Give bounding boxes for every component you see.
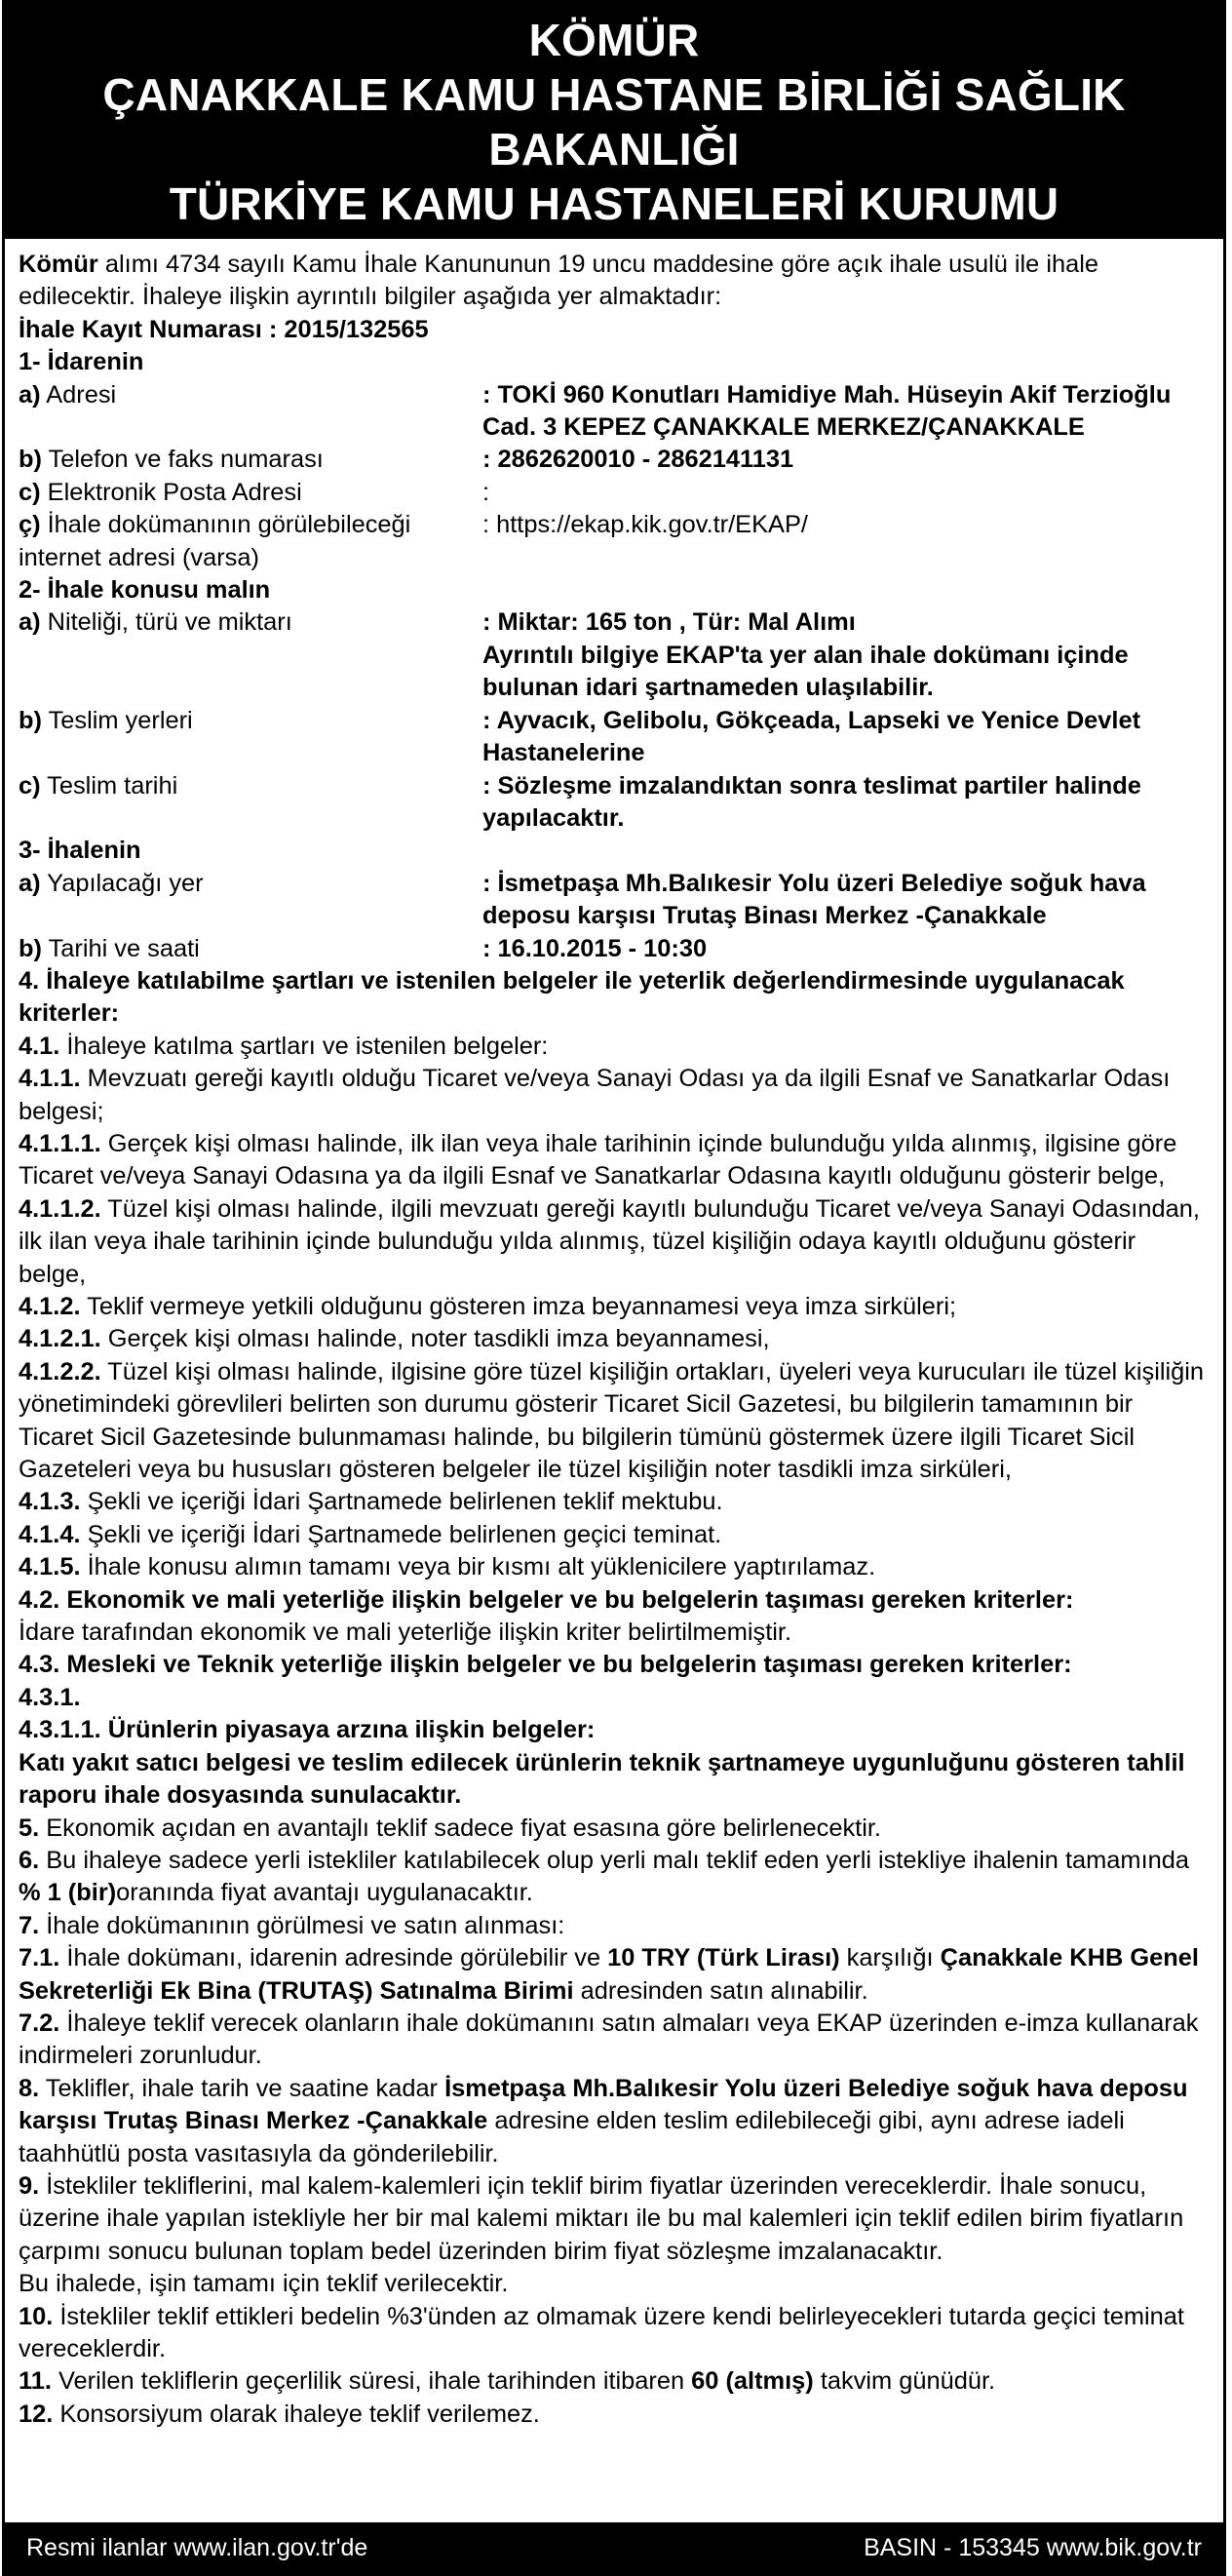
row-value: : TOKİ 960 Konutları Hamidiye Mah. Hüseyin Akif Terzioğlu Cad. 3 KEPEZ ÇANAKKALE MERKEZ/ÇANAKKALE: [482, 380, 1172, 442]
row-key: b): [19, 706, 42, 734]
row-value: : Sözleşme imzalandıktan sonra teslimat partiler halinde yapılacaktır.: [482, 771, 1141, 832]
tender-registration-number: İhale Kayıt Numarası : 2015/132565: [19, 315, 429, 343]
clause-emphasis: % 1 (bir): [19, 1879, 117, 1907]
row-value-line: : Miktar: 165 ton , Tür: Mal Alımı: [482, 608, 856, 637]
clause: [19, 1193, 1210, 1291]
clause-text: İhale konusu alımın tamamı veya bir kısmı alt yüklenicilere yaptırılamaz.: [80, 1553, 876, 1581]
clause-number: 9.: [19, 2171, 40, 2200]
announcement-body: [5, 239, 1223, 2431]
clause-number: 4.1.2.2.: [19, 1357, 101, 1386]
clause-number: 11.: [19, 2367, 52, 2396]
clause-text: adresinden satın alınabilir.: [573, 1976, 868, 2005]
clause-number: 4.1.3.: [19, 1488, 81, 1516]
row-key: c): [19, 771, 41, 800]
clause-number: 12.: [19, 2400, 54, 2428]
clause-number: 4.1.4.: [19, 1520, 81, 1548]
clause-6: [19, 1845, 1210, 1910]
clause-text: Ekonomik açıdan en avantajlı teklif sadece fiyat esasına göre belirlenecektir.: [39, 1814, 881, 1842]
clause-emphasis: 60 (altmış): [691, 2367, 814, 2396]
clause-text: İhaleye teklif verecek olanların ihale dokümanını satın almaları veya EKAP üzerinden e-imza kullanarak indirmeleri zorunludur.: [19, 2009, 1199, 2070]
clause-text: oranında fiyat avantajı uygulanacaktır.: [116, 1879, 533, 1907]
ihalenin-row: [19, 933, 1210, 965]
row-value: :: [482, 478, 490, 506]
clause-4-2-text: İdare tarafından ekonomik ve mali yeterliğe ilişkin kriter belirtilmemiştir.: [19, 1619, 792, 1647]
row-value: [482, 606, 1210, 704]
clause-text: Tüzel kişi olması halinde, ilgili mevzuatı gereği kayıtlı bulunduğu Ticaret ve/veya Sanayi Odasından, ilk ilan veya ihale tarihinin içinde bulunduğu yılda alınmış, tüzel kişiliğin odaya kayıtlı olduğunu gösterir belge,: [19, 1194, 1200, 1288]
header-agency: TÜRKİYE KAMU HASTANELERİ KURUMU: [169, 178, 1059, 229]
row-label: Telefon ve faks numarası: [41, 446, 324, 474]
clause-text: Mevzuatı gereği kayıtlı olduğu Ticaret ve/veya Sanayi Odası ya da ilgili Esnaf ve Sanatkarlar Odası belgesi;: [19, 1065, 1171, 1125]
row-value: : İsmetpaşa Mh.Balıkesir Yolu üzeri Belediye soğuk hava deposu karşısı Trutaş Binası Merkez -Çanakkale: [482, 869, 1146, 930]
clause-emphasis: Çanakkale KHB Genel Sekreterliği Ek Bina (TRUTAŞ) Satınalma Birimi: [19, 1944, 1199, 2005]
clause-11: [19, 2365, 1210, 2398]
clause-number: 4.1.1.1.: [19, 1129, 101, 1157]
row-value: : 16.10.2015 - 10:30: [482, 934, 708, 962]
row-key: a): [19, 608, 41, 637]
section-1-heading: 1- İdarenin: [19, 348, 144, 376]
mal-row: [19, 606, 1210, 704]
clause-7: [19, 1910, 1210, 1942]
idare-row: [19, 509, 1210, 574]
row-value: : https://ekap.kik.gov.tr/EKAP/: [482, 511, 808, 539]
row-label: Niteliği, türü ve miktarı: [40, 608, 292, 637]
announcement-header: [5, 3, 1223, 239]
idare-row: [19, 379, 1210, 445]
mal-row: [19, 705, 1210, 770]
clause: [19, 1291, 1210, 1323]
clause-text: Gerçek kişi olması halinde, noter tasdikli imza beyannamesi,: [100, 1325, 770, 1353]
clause-text: adresine elden teslim edilebileceği gibi, aynı adrese iadeli taahhütlü posta vasıtasıyla da gönderilebilir.: [19, 2107, 1125, 2167]
clause-number: 4.1.2.1.: [19, 1325, 101, 1353]
clause-text: İhaleye katılma şartları ve istenilen belgeler:: [59, 1032, 549, 1060]
clause-number: 4.1.1.2.: [19, 1194, 101, 1223]
row-label: Teslim yerleri: [41, 706, 193, 734]
intro-text: alımı 4734 sayılı Kamu İhale Kanununun 19 uncu maddesine göre açık ihale usulü ile ihale edilecektir. İhaleye ilişkin ayrıntılı bilgiler aşağıda yer almaktadır:: [19, 251, 1098, 311]
row-key: a): [19, 380, 41, 409]
row-key: b): [19, 934, 42, 962]
row-label: Yapılacağı yer: [40, 869, 204, 897]
clause-text: Teklifler, ihale tarih ve saatine kadar: [39, 2074, 445, 2102]
clause-4-2-heading: 4.2. Ekonomik ve mali yeterliğe ilişkin belgeler ve bu belgelerin taşıması gereken kriterler:: [19, 1585, 1074, 1614]
clause-text: İstekliler teklif ettikleri bedelin %3'ünden az olmamak üzere kendi belirleyecekleri tutarda geçici teminat vereceklerdir.: [19, 2302, 1184, 2362]
clause-number: 10.: [19, 2302, 54, 2330]
clause: [19, 1356, 1210, 1487]
clause-number: 8.: [19, 2074, 40, 2102]
clause-text: Teklif vermeye yetkili olduğunu gösteren imza beyannamesi veya imza sirküleri;: [80, 1293, 957, 1320]
intro-lead: Kömür: [19, 251, 98, 278]
clause-text: Verilen tekliflerin geçerlilik süresi, ihale tarihinden itibaren: [51, 2367, 692, 2396]
row-key: b): [19, 446, 42, 474]
clause-4-3-heading: 4.3. Mesleki ve Teknik yeterliğe ilişkin belgeler ve bu belgelerin taşıması gereken kriterler:: [19, 1651, 1072, 1679]
clause: [19, 1031, 1210, 1063]
row-label: Teslim tarihi: [40, 771, 178, 800]
footer-official-ads-link[interactable]: Resmi ilanlar www.ilan.gov.tr'de: [26, 2533, 368, 2561]
clause-number: 6.: [19, 1846, 40, 1874]
intro-paragraph: [19, 249, 1210, 314]
announcement-frame: [2, 0, 1226, 2576]
clause-text: İstekliler tekliflerini, mal kalem-kalemleri için teklif birim fiyatlar üzerinden vereceklerdir. İhale sonucu, üzerine ihale yapılan istekliyle her bir mal kalemi miktarı ile bu mal kalemleri için teklif edilen birim fiyatların çarpımı sonucu bulunan toplam bedel üzerinden birim fiyat sözleşme imzalanacaktır.: [19, 2171, 1184, 2265]
clause: [19, 1063, 1210, 1128]
idare-row: [19, 444, 1210, 476]
row-key: ç): [19, 511, 41, 539]
ihalenin-row: [19, 868, 1210, 933]
row-value-line: Ayrıntılı bilgiye EKAP'ta yer alan ihale dokümanı içinde bulunan idari şartnameden ulaşılabilir.: [482, 641, 1129, 702]
clause-number: 7.2.: [19, 2009, 60, 2037]
clause-number: 5.: [19, 1814, 40, 1842]
clause: [19, 1486, 1210, 1518]
clause-9: [19, 2170, 1210, 2268]
row-label: Elektronik Posta Adresi: [40, 478, 302, 506]
clause-4-3-1: 4.3.1.: [19, 1683, 81, 1711]
section-2-heading: 2- İhale konusu malın: [19, 576, 271, 605]
clause: [19, 1323, 1210, 1355]
clause-text: Şekli ve içeriği İdari Şartnamede belirlenen geçici teminat.: [80, 1520, 722, 1548]
clause-5: [19, 1813, 1210, 1845]
clause-emphasis: 10 TRY (Türk Lirası): [607, 1944, 840, 1972]
clause-number: 4.1.5.: [19, 1553, 81, 1581]
clause-7-1: [19, 1942, 1210, 2008]
clause-text: takvim günüdür.: [813, 2367, 996, 2396]
clause-text: Tüzel kişi olması halinde, ilgisine göre tüzel kişiliğin ortakları, üyeleri veya kurucuları ile tüzel kişiliğin yönetimindeki görevlileri belirten son durumu gösterir Ticaret Sicil Gazetesi, bu bilgilerin tamamının bir Ticaret Sicil Gazetesinde bulunmaması halinde, bu bilgilerin tümünü göstermek üzere ilgili Ticaret Sicil Gazeteleri veya bu hususları gösteren belgeler ile tüzel kişiliğin noter tasdikli imza sirküleri,: [19, 1357, 1205, 1484]
row-label: Tarihi ve saati: [41, 934, 200, 962]
announcement-footer: [5, 2522, 1223, 2573]
row-key: c): [19, 478, 41, 506]
clause-number: 7.1.: [19, 1944, 60, 1972]
section-3-heading: 3- İhalenin: [19, 837, 141, 865]
clause-12: [19, 2399, 1210, 2431]
clause-7-2: [19, 2008, 1210, 2073]
clause-4-3-1-1-text: Katı yakıt satıcı belgesi ve teslim edilecek ürünlerin teknik şartnameye uygunluğunu gösteren tahlil raporu ihale dosyasında sunulacaktır.: [19, 1748, 1185, 1810]
header-title: KÖMÜR: [528, 15, 700, 65]
clause: [19, 1128, 1210, 1193]
idare-row: [19, 477, 1210, 509]
clause-text: karşılığı: [839, 1944, 941, 1972]
row-label: İhale dokümanının görülebileceği internet adresi (varsa): [19, 511, 411, 571]
clause-text: Konsorsiyum olarak ihaleye teklif verilemez.: [53, 2400, 540, 2428]
clause-number: 4.1.: [19, 1032, 60, 1060]
clause-8: [19, 2073, 1210, 2170]
clause: [19, 1551, 1210, 1583]
clause-emphasis: İsmetpaşa Mh.Balıkesir Yolu üzeri Belediye soğuk hava deposu karşısı Trutaş Binası Merkez -Çanakkale: [19, 2074, 1188, 2135]
footer-press-code[interactable]: BASIN - 153345 www.bik.gov.tr: [864, 2533, 1202, 2561]
row-value: : Ayvacık, Gelibolu, Gökçeada, Lapseki ve Yenice Devlet Hastanelerine: [482, 706, 1141, 767]
row-key: a): [19, 869, 41, 897]
header-institution: ÇANAKKALE KAMU HASTANE BİRLİĞİ SAĞLIK BAKANLIĞI: [102, 69, 1126, 175]
mal-row: [19, 770, 1210, 836]
clause-9-note: Bu ihalede, işin tamamı için teklif verilecektir.: [19, 2270, 509, 2298]
clause-text: Bu ihaleye sadece yerli istekliler katılabilecek olup yerli malı teklif eden yerli istekliye ihalenin tamamında: [39, 1846, 1189, 1874]
clause-4-3-1-1-heading: 4.3.1.1. Ürünlerin piyasaya arzına ilişkin belgeler:: [19, 1716, 596, 1744]
row-value: : 2862620010 - 2862141131: [482, 446, 794, 474]
clause-text: İhale dokümanının görülmesi ve satın alınması:: [39, 1911, 565, 1939]
clause: [19, 1519, 1210, 1551]
clause-10: [19, 2301, 1210, 2366]
clause-number: 4.1.1.: [19, 1065, 81, 1093]
clause-text: İhale dokümanı, idarenin adresinde görülebilir ve: [59, 1944, 608, 1972]
row-label: Adresi: [40, 380, 117, 409]
clause-number: 7.: [19, 1911, 40, 1939]
clause-text: Gerçek kişi olması halinde, ilk ilan veya ihale tarihinin içinde bulunduğu yılda alınmış, ilgisine göre Ticaret ve/veya Sanayi Odasına ya da ilgili Esnaf ve Sanatkarlar Odasına kayıtlı olduğunu gösterir belge,: [19, 1129, 1177, 1190]
section-4-heading: 4. İhaleye katılabilme şartları ve istenilen belgeler ile yeterlik değerlendirmesinde uygulanacak kriterler:: [19, 966, 1125, 1028]
clause-text: Şekli ve içeriği İdari Şartnamede belirlenen teklif mektubu.: [80, 1488, 723, 1516]
clause-number: 4.1.2.: [19, 1293, 81, 1320]
